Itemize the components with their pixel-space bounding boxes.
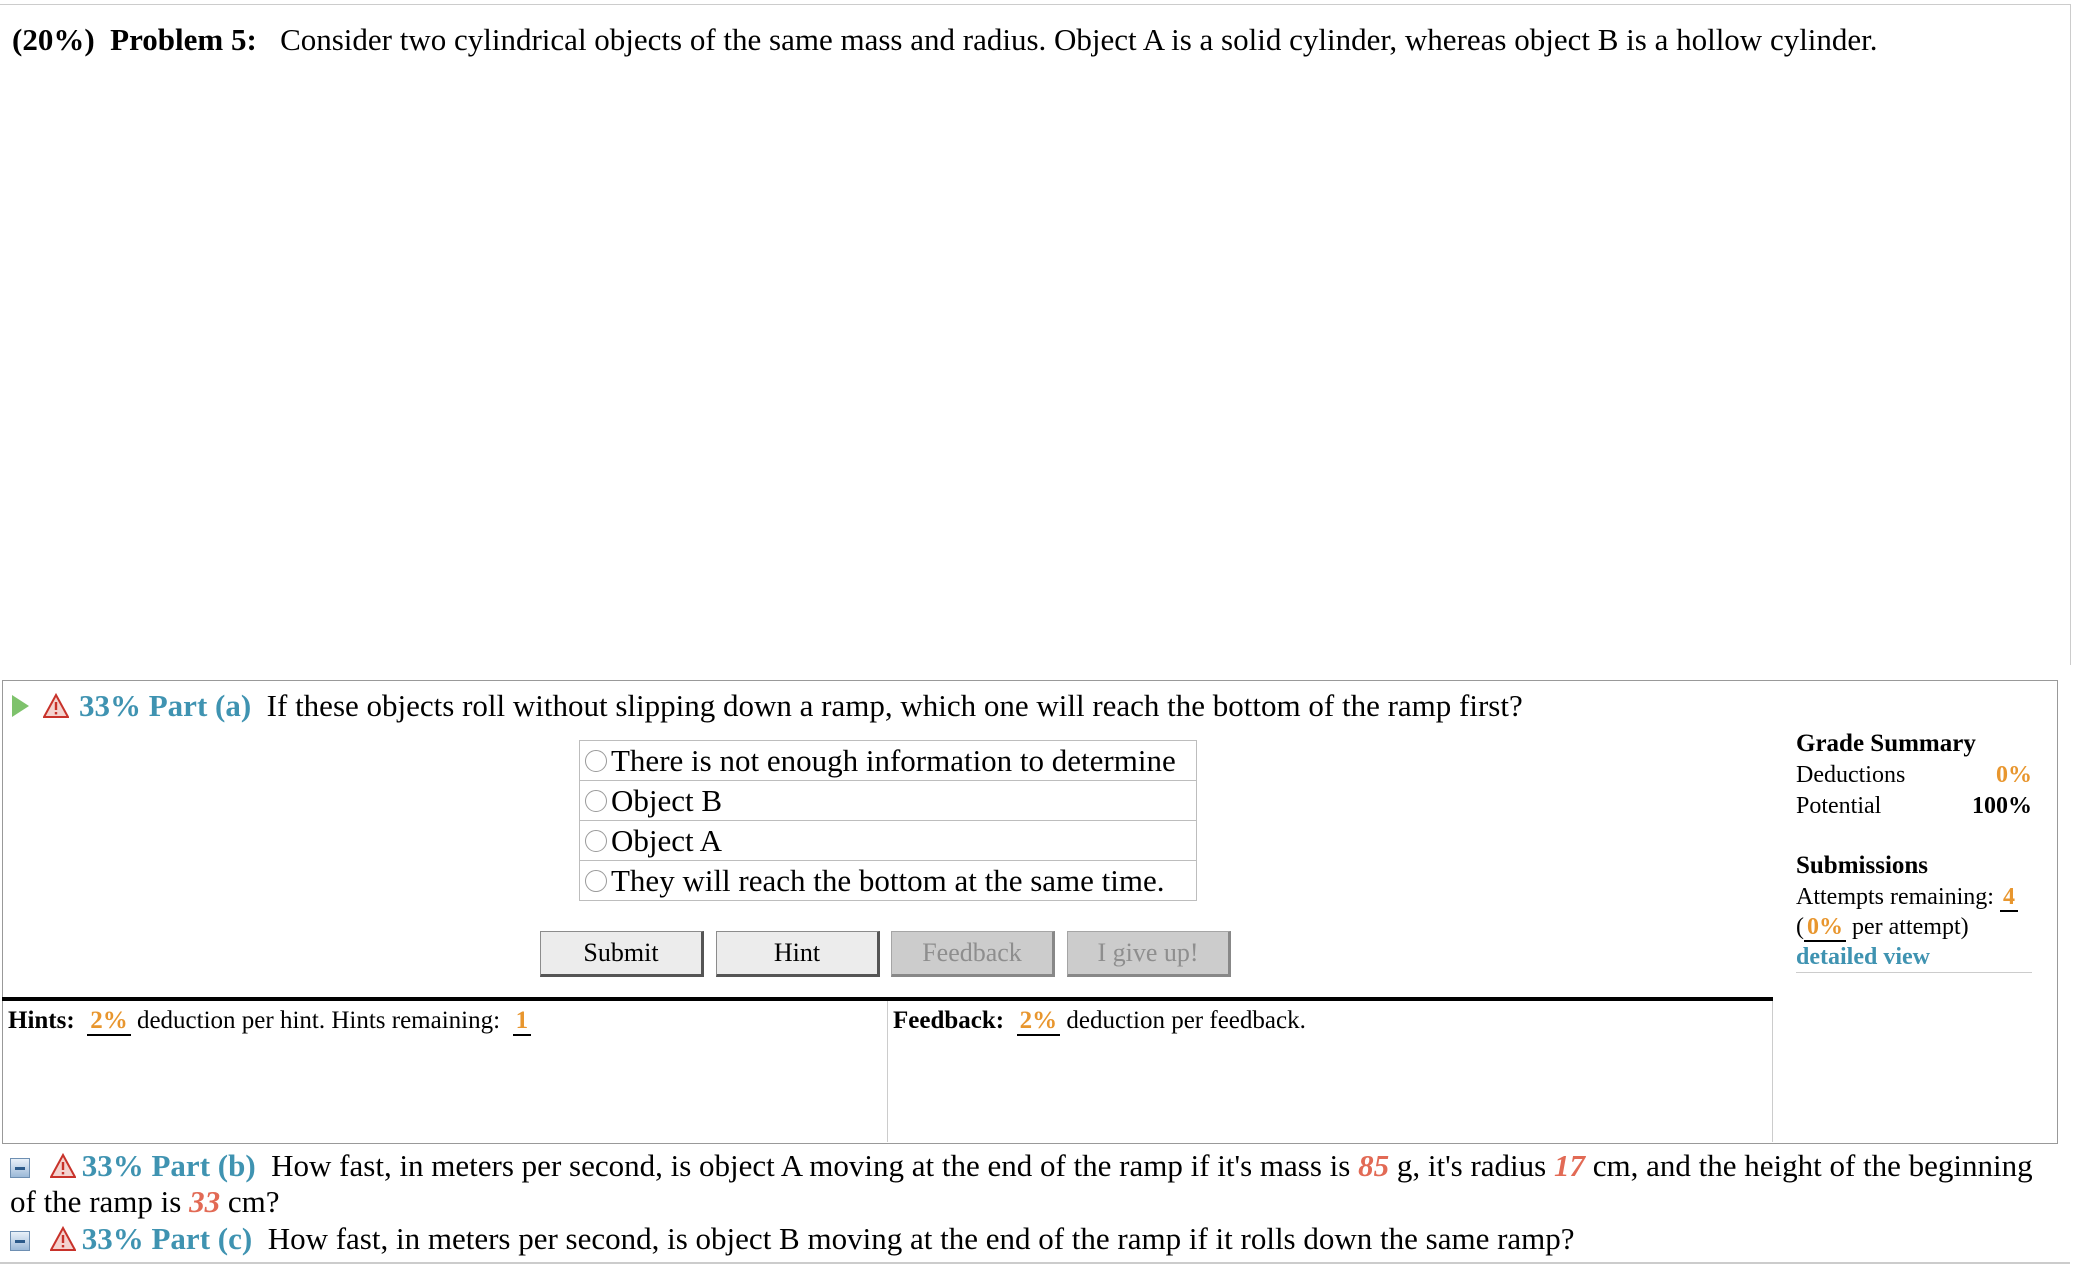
part-b-q1: How fast, in meters per second, is object A moving at the end of the ramp if it's mass is <box>271 1148 1351 1183</box>
part-a-label: Part (a) <box>148 688 252 723</box>
warning-icon <box>50 1226 76 1252</box>
choice-label[interactable]: Object A <box>611 822 723 858</box>
choice-option[interactable] <box>580 781 1196 821</box>
hints-panel <box>2 1001 888 1142</box>
warning-icon <box>50 1153 76 1179</box>
choice-label[interactable]: They will reach the bottom at the same time. <box>611 862 1165 898</box>
submit-button[interactable]: Submit <box>540 931 704 977</box>
per-attempt-row <box>1796 912 2032 942</box>
attempts-label: Attempts remaining: <box>1796 884 1994 910</box>
radio-button[interactable] <box>585 870 607 892</box>
part-b-mass: 85 <box>1358 1148 1390 1183</box>
part-c-label: Part (c) <box>151 1221 253 1256</box>
hints-line <box>8 1007 887 1035</box>
deductions-row <box>1796 760 2032 791</box>
part-c-percent: 33% <box>81 1221 144 1256</box>
answer-choices <box>579 740 1197 901</box>
part-c-question: How fast, in meters per second, is object B moving at the end of the ramp if it rolls down the same ramp? <box>267 1221 1575 1256</box>
hints-text: deduction per hint. Hints remaining: <box>136 1007 501 1034</box>
feedback-button[interactable]: Feedback <box>891 931 1055 977</box>
feedback-label: Feedback: <box>893 1007 1005 1034</box>
radio-button[interactable] <box>585 750 607 772</box>
part-a-question: If these objects roll without slipping down a ramp, which one will reach the bottom of the ramp first? <box>266 688 1523 723</box>
grade-summary-panel <box>1796 728 2032 973</box>
warning-icon <box>43 693 69 719</box>
hints-remaining: 1 <box>513 1007 532 1036</box>
part-b-q5: cm? <box>227 1184 280 1219</box>
collapse-icon[interactable] <box>10 1231 30 1251</box>
radio-button[interactable] <box>585 830 607 852</box>
part-a-header <box>12 688 1523 724</box>
grade-summary-title: Grade Summary <box>1796 730 1976 757</box>
part-b-q2: g, it's radius <box>1396 1148 1547 1183</box>
part-b-q4: beginning of the ramp is <box>10 1148 2033 1219</box>
hints-deduction: 2% <box>87 1007 131 1036</box>
potential-label: Potential <box>1796 793 1882 819</box>
feedback-panel <box>888 1001 1773 1142</box>
hint-button[interactable]: Hint <box>716 931 880 977</box>
attempts-row <box>1796 882 2032 912</box>
detailed-view-row <box>1796 942 2032 973</box>
expand-play-icon[interactable] <box>12 695 29 717</box>
per-attempt-value: 0% <box>1804 914 1846 942</box>
choice-option[interactable] <box>580 861 1196 900</box>
hints-label: Hints: <box>8 1007 75 1034</box>
problem-label: Problem 5: <box>110 22 257 57</box>
feedback-deduction: 2% <box>1017 1007 1061 1036</box>
choice-option[interactable] <box>580 741 1196 781</box>
part-a-percent: 33% <box>79 688 141 723</box>
feedback-line <box>893 1007 1772 1035</box>
problem-text: Consider two cylindrical objects of the same mass and radius. Object A is a solid cylinder, whereas object B is a hollow cylinder. <box>280 22 1878 57</box>
give-up-button[interactable]: I give up! <box>1067 931 1231 977</box>
part-b-q3: cm, and the height of the <box>1592 1148 1901 1183</box>
part-b-radius: 17 <box>1553 1148 1585 1183</box>
choice-label[interactable]: Object B <box>611 782 723 818</box>
problem-weight: (20%) <box>12 22 95 57</box>
choice-option[interactable] <box>580 821 1196 861</box>
detailed-view-link[interactable]: detailed view <box>1796 944 1930 970</box>
collapse-icon[interactable] <box>10 1158 30 1178</box>
deductions-value: 0% <box>1996 762 2032 788</box>
part-b-header <box>10 1148 2060 1220</box>
deductions-label: Deductions <box>1796 762 1906 788</box>
part-c-header <box>10 1221 1575 1257</box>
attempts-value: 4 <box>2000 884 2018 912</box>
potential-value: 100% <box>1972 793 2032 819</box>
feedback-text: deduction per feedback. <box>1066 1007 1306 1034</box>
problem-container <box>0 4 2071 665</box>
part-b-label: Part (b) <box>151 1148 256 1183</box>
radio-button[interactable] <box>585 790 607 812</box>
per-attempt-open: ( <box>1796 914 1804 940</box>
per-attempt-text: per attempt) <box>1852 914 1969 940</box>
bottom-border <box>0 1262 2070 1264</box>
choice-label[interactable]: There is not enough information to determine <box>611 742 1176 778</box>
part-b-percent: 33% <box>81 1148 144 1183</box>
problem-header <box>12 22 1878 58</box>
potential-row <box>1796 791 2032 822</box>
submissions-title: Submissions <box>1796 852 1929 879</box>
part-b-height: 33 <box>189 1184 221 1219</box>
